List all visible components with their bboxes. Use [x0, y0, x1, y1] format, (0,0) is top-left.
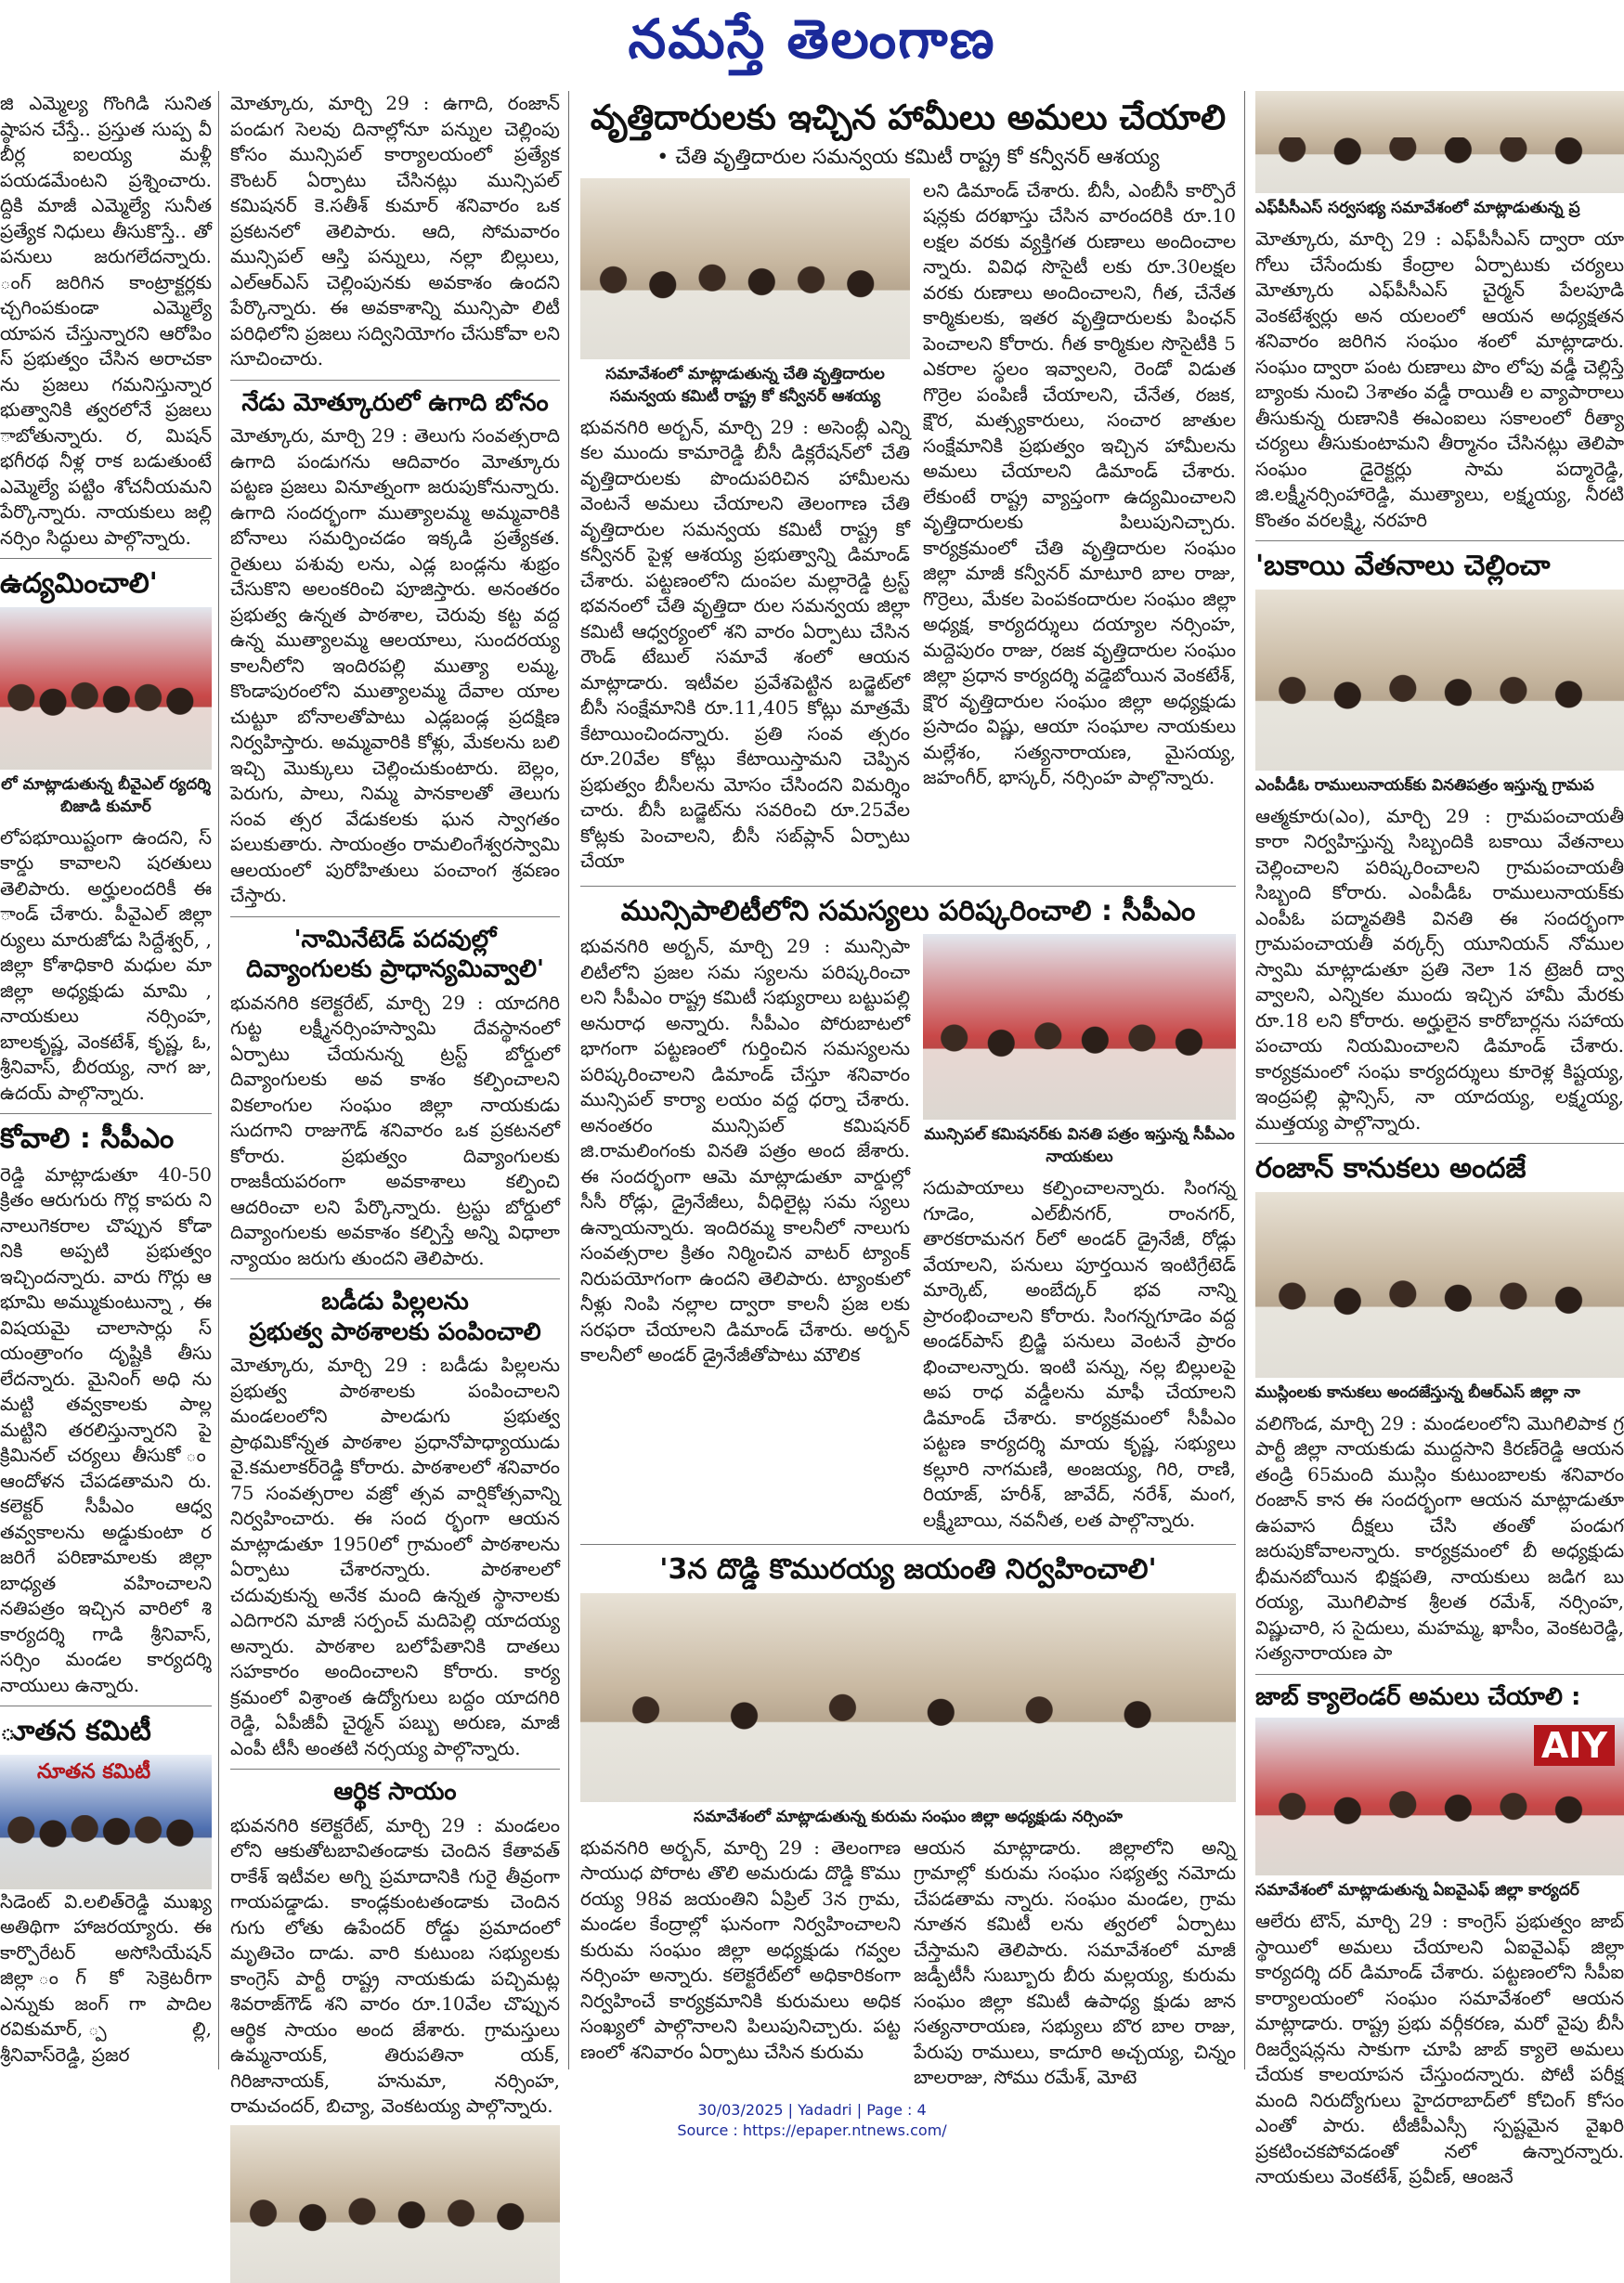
- divider: [230, 916, 560, 917]
- article-headline: బడీడు పిల్లలను: [321, 1288, 469, 1316]
- divider: [1255, 1143, 1624, 1144]
- column-rule: [218, 91, 219, 2069]
- edition-info: 30/03/2025 | Yadadri | Page : 4: [697, 2101, 927, 2119]
- article-text: లోపభూయిష్టంగా ఉందని, స్ కార్డు కావాలని షరతులు తెలిపారు. అర్హులందరికీ ఈ ాండ్ చేశారు. పీవైఎల్ జిల్లా ర్యులు మారుజోడు సిద్దేశ్వర్, , జిల్లా కోశాధికారి మధుల మా జిల్లా అధ్యక్షుడు మామి , నాయకులు నర్సింహ, బాలకృష్ణ, వెంకటేశ్, కృష్ణ, ఓ, శ్రీనివాస్, బీరయ్య, నాగ జు, ఉదయ్ పాల్గొన్నారు.: [0, 825, 212, 1104]
- column-4: [1255, 91, 1624, 2187]
- article-text: భువనగిరి అర్బన్, మార్చి 29 : మున్సిపా లిటీలోని ప్రజల సమ స్యలను పరిష్కరించా లని సీపీఎం రాష్ట్ర కమిటీ సభ్యురాలు బట్టుపల్లి అనురాధ అన్నారు. సీపీఎం పోరుబాటలో భాగంగా పట్టణంలో గుర్తించిన సమస్యలను పరిష్కరించాలని డిమాండ్ చేస్తూ శనివారం మున్సిపల్ కార్యా లయం వద్ద ధర్నా చేశారు. అనంతరం మున్సిపల్ కమిషనర్ జి.రామలింగంకు వినతి పత్రం అంద జేశారు. ఈ సందర్భంగా ఆమె మాట్లాడుతూ వార్డుల్లో సీసీ రోడ్లు, డ్రైనేజీలు, వీధిలైట్ల సమ స్యలు ఉన్నాయన్నారు. ఇందిరమ్మ కాలనీలో నాలుగు సంవత్సరాల క్రితం నిర్మించిన వాటర్ ట్యాంక్ నిరుపయోగంగా ఉందని తెలిపారు. ట్యాంకులో నీళ్లు నింపి నల్లాల ద్వారా కాలనీ ప్రజ లకు సరఫరా చేయాలని డిమాండ్ చేశారు. అర్బన్ కాలనీలో అండర్ డ్రైనేజీతోపాటు మౌలిక: [580, 935, 910, 1367]
- page-footer: [0, 2100, 1624, 2141]
- article-text: మోత్కూరు, మార్చి 29 : ఎఫ్‌పీసీఎస్ ద్వారా యా గోలు చేసేందుకు కేంద్రాల ఏర్పాటుకు చర్యలు మోత్కూరు ఎఫ్‌పీసీఎస్ చైర్మన్ పేలపూడి వెంకటేశ్వర్లు అన యలంలో ఆయన అధ్యక్షతన శనివారం జరిగిన సంఘం శంలో మాట్లాడారు. సంఘం ద్వారా పంట రుణాలు పొం లోపు వడ్డీ చెల్లిస్తే బ్యాంకు నుంచి 3శాతం వడ్డీ రాయితీ ల వ్యాపారాలు తీసుకున్న రుణానికి ఈఎంఐలు సకాలంలో రీత్యా చర్యలు తీసుకుంటామని తీర్మానం చేసినట్లు తెలిపా సంఘం డైరెక్టర్లు సామ పద్మారెడ్డి, జి.లక్ష్మీనర్సింహారెడ్డి, ముత్యాలు, లక్ష్మయ్య, నీరటి కొంతం వరలక్ష్మి, నరహరి: [1255, 227, 1624, 531]
- banner-text: AIY: [1534, 1725, 1615, 1766]
- column-2: [230, 91, 560, 2117]
- article-text: భువనగిరి అర్బన్, మార్చి 29 : అసెంబ్లీ ఎన్ని కల ముందు కామారెడ్డి బీసీ డిక్లరేషన్‌లో చేతి వృత్తిదారులకు పొందుపరిచిన హామీలను వెంటనే అమలు చేయాలని తెలంగాణ చేతి వృత్తిదారుల సమన్వయ కమిటీ రాష్ట్ర కో కన్వీనర్ పైళ్ల ఆశయ్య ప్రభుత్వాన్ని డిమాండ్ చేశారు. పట్టణంలోని దుంపల మల్లారెడ్డి ట్రస్ట్ భవనంలో చేతి వృత్తిదా రుల సమన్వయ జిల్లా కమిటీ ఆధ్వర్యంలో శని వారం ఏర్పాటు చేసిన రౌండ్ టేబుల్ సమావే శంలో ఆయన మాట్లాడారు. ఇటీవల ప్రవేశపెట్టిన బడ్జెట్‌లో బీసీ సంక్షేమానికి రూ.11,405 కోట్లు మాత్రమే కేటాయించిందన్నారు. ప్రతి సంవ త్సరం రూ.20వేల కోట్లు కేటాయిస్తామని చెప్పిన ప్రభుత్వం బీసీలను మోసం చేసిందని విమర్శిం చారు. బీసీ బడ్జెట్‌ను సవరించి రూ.25వేల కోట్లకు పెంచాలని, బీసీ సబ్‌ప్లాన్ ఏర్పాటు చేయా: [580, 415, 910, 873]
- article-headline: 'నామినేటెడ్ పదవుల్లో: [293, 925, 497, 953]
- center-column: [580, 91, 1236, 2089]
- article-text: భువనగిరి అర్బన్, మార్చి 29 : తెలంగాణ సాయుధ పోరాట తొలి అమరుడు దొడ్డి కొము రయ్య 98వ జయంతిని ఏప్రిల్ 3న గ్రామ, మండల కేంద్రాల్లో ఘనంగా నిర్వహించాలని కురుమ సంఘం జిల్లా అధ్యక్షుడు గవ్వల నర్సింహ అన్నారు. కలెక్టరేట్‌లో అధికారికంగా నిర్వహించే కార్యక్రమానికి కురుమలు అధిక సంఖ్యలో పాల్గొనాలని పిలుపునిచ్చారు. పట్ట ణంలో శనివారం ఏర్పాటు చేసిన కురుమ: [580, 1835, 901, 2063]
- article-text: మోత్కూరు, మార్చి 29 : బడీడు పిల్లలను ప్రభుత్వ పాఠశాలకు పంపించాలని మండలంలోని పాలడుగు ప్రభుత్వ ప్రాథమికోన్నత పాఠశాల ప్రధానోపాధ్యాయుడు వై.కమలాకర్‌రెడ్డి కోరారు. పాఠశాలలో శనివారం 75 సంవత్సరాల వజ్రో త్సవ వార్షికోత్సవాన్ని నిర్వహించారు. ఈ సంద ర్భంగా ఆయన మాట్లాడుతూ 1950లో గ్రామంలో పాఠశాలను ఏర్పాటు చేశారన్నారు. పాఠశాలలో చదువుకున్న అనేక మంది ఉన్నత స్థానాలకు ఎదిగారని మాజీ సర్పంచ్ మదిపెల్లి యాదయ్య అన్నారు. పాఠశాల బలోపేతానికి దాతలు సహకారం అందించాలని కోరారు. కార్య క్రమంలో విశ్రాంత ఉద్యోగులు బద్దం యాదగిరి రెడ్డి, ఏపీజీవీ చైర్మన్ పబ్బు అరుణ, మాజీ ఎంపీ టీసీ అంతటి నర్సయ్య పాల్గొన్నారు.: [230, 1354, 560, 1759]
- column-rule: [1244, 91, 1245, 2069]
- source-link[interactable]: Source : https://epaper.ntnews.com/: [677, 2121, 947, 2139]
- photo-caption: సమావేశంలో మాట్లాడుతున్న చేతి వృత్తిదారుల సమన్వయ కమిటీ రాష్ట్ర కో కన్వీనర్ ఆశయ్య: [605, 364, 885, 406]
- article-headline: ఆర్థిక సాయం: [333, 1778, 457, 1806]
- article-text: లని డిమాండ్ చేశారు. బీసీ, ఎంబీసీ కార్పొరే షన్లకు దరఖాస్తు చేసిన వారందరికి రూ.10 లక్షల వరకు వ్యక్తిగత రుణాలు అందించాల న్నారు. వివిధ సొసైటీ లకు రూ.30లక్షల వరకు రుణాలు అందించాలని, గీత, చేనేత కార్మికులకు, ఇతర వృత్తిదారులకు పింఛన్ పెంచాలని కోరారు. గీత కార్మికుల సొసైటీకి 5 ఎకరాల స్థలం ఇవ్వాలని, రెండో విడుత గొర్రెల పంపిణీ చేయాలని, చేనేత, రజక, క్షౌర, మత్స్యకారులు, సంచార జాతుల సంక్షేమానికి ప్రభుత్వం ఇచ్చిన హామీలను అమలు చేయాలని డిమాండ్ చేశారు. లేకుంటే రాష్ట్ర వ్యాప్తంగా ఉద్యమించాలని వృత్తిదారులకు పిలుపునిచ్చారు. కార్యక్రమంలో చేతి వృత్తిదారుల సంఘం జిల్లా మాజీ కన్వీనర్ మాటూరి బాల రాజు, గొర్రెలు, మేకల పెంపకందారుల సంఘం జిల్లా అధ్యక్ష, కార్యదర్శులు దయ్యాల నర్సింహ, మద్దెపురం రాజు, రజక వృత్తిదారుల సంఘం జిల్లా ప్రధాన కార్యదర్శి వడ్డెబోయిన వెంకటేశ్, క్షౌర వృత్తిదారుల సంఘం జిల్లా అధ్యక్షుడు ప్రసాదం విష్ణు, ఆయా సంఘాల నాయకులు మల్లేశం, సత్యనారాయణ, మైసయ్య, జహంగీర్, భాస్కర్, నర్సింహ పాల్గొన్నారు.: [923, 178, 1236, 789]
- article-headline: '3న దొడ్డి కొమురయ్య జయంతి నిర్వహించాలి': [659, 1553, 1157, 1587]
- photo-caption: సమావేశంలో మాట్లాడుతున్న కురుమ సంఘం జిల్లా అధ్యక్షుడు నర్సింహ: [694, 1807, 1123, 1826]
- article-text: మోత్కూరు, మార్చి 29 : తెలుగు సంవత్సరాది ఉగాది పండుగను ఆదివారం మోత్కూరు పట్టణ ప్రజలు వినూత్నంగా జరుపుకోనున్నారు. ఉగాది సందర్భంగా ముత్యాలమ్మ అమ్మవారికి బోనాలు సమర్పించడం ఇక్కడి ప్రత్యేకత. రైతులు పశువు లను, ఎడ్ల బండ్లను శుభ్రం చేసుకొని అలంకరించి పూజిస్తారు. అనంతరం ప్రభుత్వ ఉన్నత పాఠశాల, చెరువు కట్ట వద్ద ఉన్న ముత్యాలమ్మ ఆలయాలు, సుందరయ్య కాలనీలోని ఇందిరపల్లి ముత్యా లమ్మ, కొండాపురంలోని ముత్యాలమ్మ దేవాల యాల చుట్టూ బోనాలతోపాటు ఎడ్లబండ్ల ప్రదక్షిణ నిర్వహిస్తారు. అమ్మవారికి కోళ్లు, మేకలను బలి ఇచ్చి మొక్కులు చెల్లించుకుంటారు. బెల్లం, పెరుగు, పాలు, నిమ్మ పానకాలతో తెలుగు సంవ త్సర వేడుకలకు ఘన స్వాగతం పలుకుతారు. సాయంత్రం రామలింగేశ్వరస్వామి ఆలయంలో పురోహితులు పంచాంగ శ్రవణం చేస్తారు.: [230, 424, 560, 906]
- article-headline: మున్సిపాలిటీలోని సమస్యలు పరిష్కరించాలి : సీపీఎం: [620, 894, 1196, 927]
- article-subheadline: • చేతి వృత్తిదారుల సమన్వయ కమిటీ రాష్ట్ర కో కన్వీనర్ ఆశయ్య: [656, 146, 1160, 170]
- article-headline: కోవాలి : సీపీఎం: [0, 1122, 175, 1155]
- article-text: సదుపాయాలు కల్పించాలన్నారు. సింగన్న గూడెం, ఎల్‌బీనగర్, రాంనగర్, తారకరామనగ ర్‌లో అండర్ డ్రైనేజీ, రోడ్లు వేయాలని, పనులు పూర్తయిన ఇంటిగ్రేటెడ్ మార్కెట్, అంబేద్కర్ భవ నాన్ని ప్రారంభించాలని కోరారు. సింగన్నగూడెం వద్ద అండర్‌పాస్ బ్రిడ్జి పనులు వెంటనే ప్రారం భించాలన్నారు. ఇంటి పన్ను, నల్ల బిల్లులపై అప రాధ వడ్డీలను మాఫీ చేయాలని డిమాండ్ చేశారు. కార్యక్రమంలో సీపీఎం పట్టణ కార్యదర్శి మాయ కృష్ణ, సభ్యులు కల్లూరి నాగమణి, అంజయ్య, గిరి, రాణి, రియాజ్, హరీశ్, జావేద్, నరేశ్, మంగ, లక్ష్మీబాయి, నవనీత, లత పాల్గొన్నారు.: [923, 1176, 1236, 1531]
- news-photo: [1255, 590, 1624, 771]
- photo-caption: మున్సిపల్ కమిషనర్‌కు వినతి పత్రం ఇస్తున్న సీపీఎం నాయకులు: [924, 1125, 1235, 1167]
- divider: [1255, 1674, 1624, 1675]
- article-headline: దివ్యాంగులకు ప్రాధాన్యమివ్వాలి': [246, 955, 544, 983]
- column-rule: [568, 91, 569, 2069]
- article-headline: ప్రభుత్వ పాఠశాలకు పంపించాలి: [249, 1317, 541, 1346]
- news-photo: [0, 607, 212, 770]
- news-photo: [580, 1593, 1236, 1802]
- article-text: సిడెంట్ వి.లలిత్‌రెడ్డి ముఖ్య అతిథిగా హాజరయ్యారు. ఈ కార్పొరేటర్ అసోసియేషన్ జిల్లా ంగ్ కో సెక్రెటరీగా ఎన్నుకు జంగ్ గా పాదిల రవికుమార్, ్పల్లి, శ్రీనివాస్‌రెడ్డి, ప్రజర: [0, 1889, 212, 2066]
- news-photo: [1255, 1192, 1624, 1378]
- divider: [580, 886, 1236, 887]
- divider: [0, 1113, 212, 1114]
- photo-caption: ముస్లింలకు కానుకలు అందజేస్తున్న బీఆర్ఎస్ జిల్లా నా: [1255, 1382, 1580, 1402]
- divider: [580, 1544, 1236, 1545]
- article-text: ఆలేరు టౌన్, మార్చి 29 : కాంగ్రెస్ ప్రభుత్వం జాబ్ స్థాయిలో అమలు చేయాలని ఏఐవైఎఫ్ జిల్లా కార్యదర్శి దర్ డిమాండ్ చేశారు. పట్టణంలోని సీపీఐ కార్యాలయంలో సంఘం సమావేశంలో ఆయన మాట్లాడారు. రాష్ట్ర ప్రభు వర్గీకరణ, మరో వైపు బీసీ రిజర్వేషన్లను సాకుగా చూపి జాబ్ క్యాలె అమలు చేయక కాలయాపన చేస్తుందన్నారు. పోటీ పరీక్ష మంది నిరుద్యోగులు హైదరాబాద్‌లో కోచింగ్ కోసం ఎంతో పారు. టీజీపీఎస్సీ స్పష్టమైన వైఖరి ప్రకటించకపోవడంతో నలో ఉన్నారన్నారు. నాయకులు వెంకటేశ్, ప్రవీణ్, ఆంజనే: [1255, 1910, 1624, 2187]
- article-text: భువనగిరి కలెక్టరేట్, మార్చి 29 : యాదగిరి గుట్ట లక్ష్మీనర్సింహస్వామి దేవస్థానంలో ఏర్పాటు చేయనున్న ట్రస్ట్ బోర్డులో దివ్యాంగులకు అవ కాశం కల్పించాలని వికలాంగుల సంఘం జిల్లా నాయకుడు సుదగాని రాజుగౌడ్ శనివారం ఒక ప్రకటనలో కోరారు. ప్రభుత్వం దివ్యాంగులకు రాజకీయపరంగా అవకాశాలు కల్పించి ఆదరించా లని పేర్కొన్నారు. ట్రస్టు బోర్డులో దివ్యాంగులకు అవకాశం కల్పిస్తే అన్ని విధాలా న్యాయం జరుగు తుందని తెలిపారు.: [230, 991, 560, 1269]
- article-text: భువనగిరి కలెక్టరేట్, మార్చి 29 : మండలం లోని ఆకుతోటబావితండాకు చెందిన కేతావత్ రాకేశ్ ఇటీవల అగ్ని ప్రమాదానికి గురై తీవ్రంగా గాయపడ్డాడు. కాండ్లకుంటతండాకు చెందిన గుగు లోతు ఉపేందర్ రోడ్డు ప్రమాదంలో మృతిచెం దాడు. వారి కుటుంబ సభ్యులకు కాంగ్రెస్ పార్టీ రాష్ట్ర నాయకుడు పచ్చిమట్ల శివరాజ్‌గౌడ్ శని వారం రూ.10వేల చొప్పున ఆర్థిక సాయం అంద జేశారు. గ్రామస్తులు ఉమ్మనాయక్, తిరుపతినా యక్, గిరిజానాయక్, హనుమా, నర్సింహ, రామచందర్, బిచ్యా, వెంకటయ్య పాల్గొన్నారు.: [230, 1813, 560, 2117]
- article-text: జి ఎమ్మెల్య గొంగిడి సునిత ష్ఠాపన చేస్తే.. ప్రస్తుత సుప్ప వీ బీర్ల ఐలయ్య మళ్లీ పయడమేంటని ప్రశ్నించారు. ద్దికి మాజీ ఎమ్మెల్యే సునీత ప్రత్యేక నిధులు తీసుకొస్తే.. తో పనులు జరుగలేదన్నారు. ంగ్ జరిగిన కాంట్రాక్టర్లకు చ్చగింపకుండా ఎమ్మెల్యే యాపన చేస్తున్నారని ఆరోపిం స్ ప్రభుత్వం చేసిన అరాచకా ను ప్రజలు గమనిస్తున్నార భుత్వానికి త్వరలోనే ప్రజలు ాబోతున్నారు. ర, మిషన్ భగీరథ నీళ్ల రాక బడుతుంటే ఎమ్మెల్యే పట్టిం శోచనీయమని పేర్కొన్నారు. నాయకులు జల్లి నర్సిం సిద్ధులు పాల్గొన్నారు.: [0, 92, 212, 549]
- news-photo: [1255, 1718, 1624, 1875]
- photo-caption: ఎంపీడీఓ రాములునాయక్‌కు వినతిపత్రం ఇస్తున్న గ్రామప: [1255, 775, 1594, 795]
- article-headline: జాబ్ క్యాలెండర్ అమలు చేయాలి :: [1255, 1682, 1581, 1711]
- newspaper-title: నమస్తే తెలంగాణ: [628, 7, 996, 71]
- divider: [0, 558, 212, 559]
- article-headline: ూతన కమిటీ: [0, 1715, 151, 1747]
- article-text: ఆత్మకూరు(ఎం), మార్చి 29 : గ్రామపంచాయతీ కారా నిర్వహిస్తున్న సిబ్బందికి బకాయి వేతనాలు చెల్లించాలని పరిష్కరించాలని గ్రామపంచాయతీ సిబ్బంది కోరారు. ఎంపీడీఓ రాములునాయక్‌కు ఎంపీఓ పద్మావతికి వినతి ఈ సందర్భంగా గ్రామపంచాయతీ వర్కర్స్ యూనియన్ నోముల స్వామి మాట్లాడుతూ ప్రతి నెలా 1న ట్రెజరీ ద్వా వ్వాలని, ఎన్నికల ముందు ఇచ్చిన హామీ మేరకు రూ.18 లని కోరారు. అర్హులైన కారోబార్లను సహాయ పంచాయ నియమించాలని డిమాండ్ చేశారు. కార్యక్రమంలో సంఘ కార్యదర్శులు కూరెళ్ల కిష్టయ్య, ఇంద్రపల్లి ఫ్లాన్సిస్, నా యాదయ్య, లక్ష్మయ్య, ముత్తయ్య పాల్గొన్నారు.: [1255, 804, 1624, 1134]
- article-text: మోత్కూరు, మార్చి 29 : ఉగాది, రంజాన్ పండుగ సెలవు దినాల్లోనూ పన్నుల చెల్లింపు కోసం మున్సిపల్ కార్యాలయంలో ప్రత్యేక కౌంటర్ ఏర్పాటు చేసినట్లు మున్సిపల్ కమిషనర్ కె.సతీశ్ కుమార్ శనివారం ఒక ప్రకటనలో తెలిపారు. ఆది, సోమవారం మున్సిపల్ ఆస్తి పన్నులు, నల్లా బిల్లులు, ఎల్ఆర్ఎస్ చెల్లింపునకు అవకాశం ఉందని పేర్కొన్నారు. ఈ అవకాశాన్ని మున్సిపా లిటీ పరిధిలోని ప్రజలు సద్వినియోగం చేసుకోవా లని సూచించారు.: [230, 92, 560, 370]
- article-headline: రంజాన్ కానుకలు అందజే: [1255, 1152, 1527, 1185]
- photo-caption: లో మాట్లాడుతున్న బీవైఎల్ ర్యదర్శి బిజాడి కుమార్: [1, 774, 211, 816]
- masthead: [0, 0, 1624, 84]
- divider: [230, 380, 560, 381]
- article-text: ఆయన మాట్లాడారు. జిల్లాలోని అన్ని గ్రామాల్లో కురుమ సంఘం సభ్యత్వ నమోదు చేపడతామ న్నారు. సంఘం మండల, గ్రామ నూతన కమిటీ లను త్వరలో ఏర్పాటు చేస్తామని తెలిపారు. సమావేశంలో మాజీ జడ్పీటీసీ సుబ్బూరు బీరు మల్లయ్య, కురుమ సంఘం జిల్లా కమిటీ ఉపాధ్య క్షుడు జాన సత్యనారాయణ, సభ్యులు బొర బాల రాజు, పేరుపు రాములు, కాదూరి అచ్చయ్య, చిన్నం బాలరాజు, సోము రమేశ్, మోటె: [914, 1835, 1236, 2089]
- news-photo: [580, 178, 910, 359]
- news-photo: [923, 934, 1236, 1120]
- article-text: వలిగొండ, మార్చి 29 : మండలంలోని మొగిలిపాక గ్ర పార్టీ జిల్లా నాయకుడు ముద్దసాని కిరణ్‌రెడ్డి ఆయన తండ్రి 65మంది ముస్లిం కుటుంబాలకు శనివారం రంజాన్ కాన ఈ సందర్భంగా ఆయన మాట్లాడుతూ ఉపవాస దీక్షలు చేసి తంతో పండుగ జరుపుకోవాలన్నారు. కార్యక్రమంలో బీ అధ్యక్షుడు భీమనబోయిన భిక్షపతి, నాయకులు జడిగ బు రయ్య, మొగిలిపాక శ్రీలత రమేశ్, నర్సింహ, విష్ణుచారి, స సైదులు, మహమ్మ, ఖాసీం, వెంకటరెడ్డి, సత్యనారాయణ పా: [1255, 1411, 1624, 1664]
- news-photo: [0, 1755, 212, 1889]
- photo-banner-text: నూతన కమిటీ: [37, 1759, 151, 1784]
- article-text: రెడ్డి మాట్లాడుతూ 40-50 క్రితం ఆరుగురు గొర్ల కాపరు ని నాలుగెకరాల చొప్పున కోడా నికి అప్పటి ప్రభుత్వం ఇచ్చిందన్నారు. వారు గొర్లు ఆ భూమి అమ్ముకుంటున్నా , ఈ విషయమై చాలాసార్లు స్ యంత్రాంగం దృష్టికి తీసు లేదన్నారు. మైనింగ్ అధి ను మట్టి తవ్వకాలకు పాల్ల మట్టిని తరలిస్తున్నారని పై క్రిమినల్ చర్యలు తీసుకో ం ఆందోళన చేపడతామని రు. కలెక్టర్ సీపీఎం ఆధ్వ తవ్వకాలను అడ్డుకుంటా ర జరిగే పరిణామాలకు జిల్లా బాధ్యత వహించాలని నతిపత్రం ఇచ్చిన వారిలో శి కార్యదర్శి గాడి శ్రీనివాస్, సర్సిం మండల కార్యదర్శి నాయులు ఉన్నారు.: [0, 1162, 212, 1696]
- divider: [230, 1769, 560, 1770]
- news-photo: [230, 2125, 560, 2283]
- article-headline: ఉద్యమించాలి': [0, 567, 158, 600]
- divider: [230, 1278, 560, 1279]
- photo-caption: ఎఫ్‌పీసీఎస్ సర్వసభ్య సమావేశంలో మాట్లాడుతున్న ప్ర: [1255, 199, 1580, 217]
- article-headline: 'బకాయి వేతనాలు చెల్లించా: [1255, 550, 1551, 582]
- column-1: [0, 91, 212, 2074]
- article-headline: వృత్తిదారులకు ఇచ్చిన హామీలు అమలు చేయాలి: [590, 97, 1227, 137]
- news-photo: [1255, 91, 1624, 193]
- article-headline: నేడు మోత్కూరులో ఉగాది బోనం: [241, 388, 549, 417]
- photo-caption: సమావేశంలో మాట్లాడుతున్న ఏఐవైఎఫ్ జిల్లా కార్యదర్: [1255, 1881, 1579, 1900]
- divider: [1255, 540, 1624, 541]
